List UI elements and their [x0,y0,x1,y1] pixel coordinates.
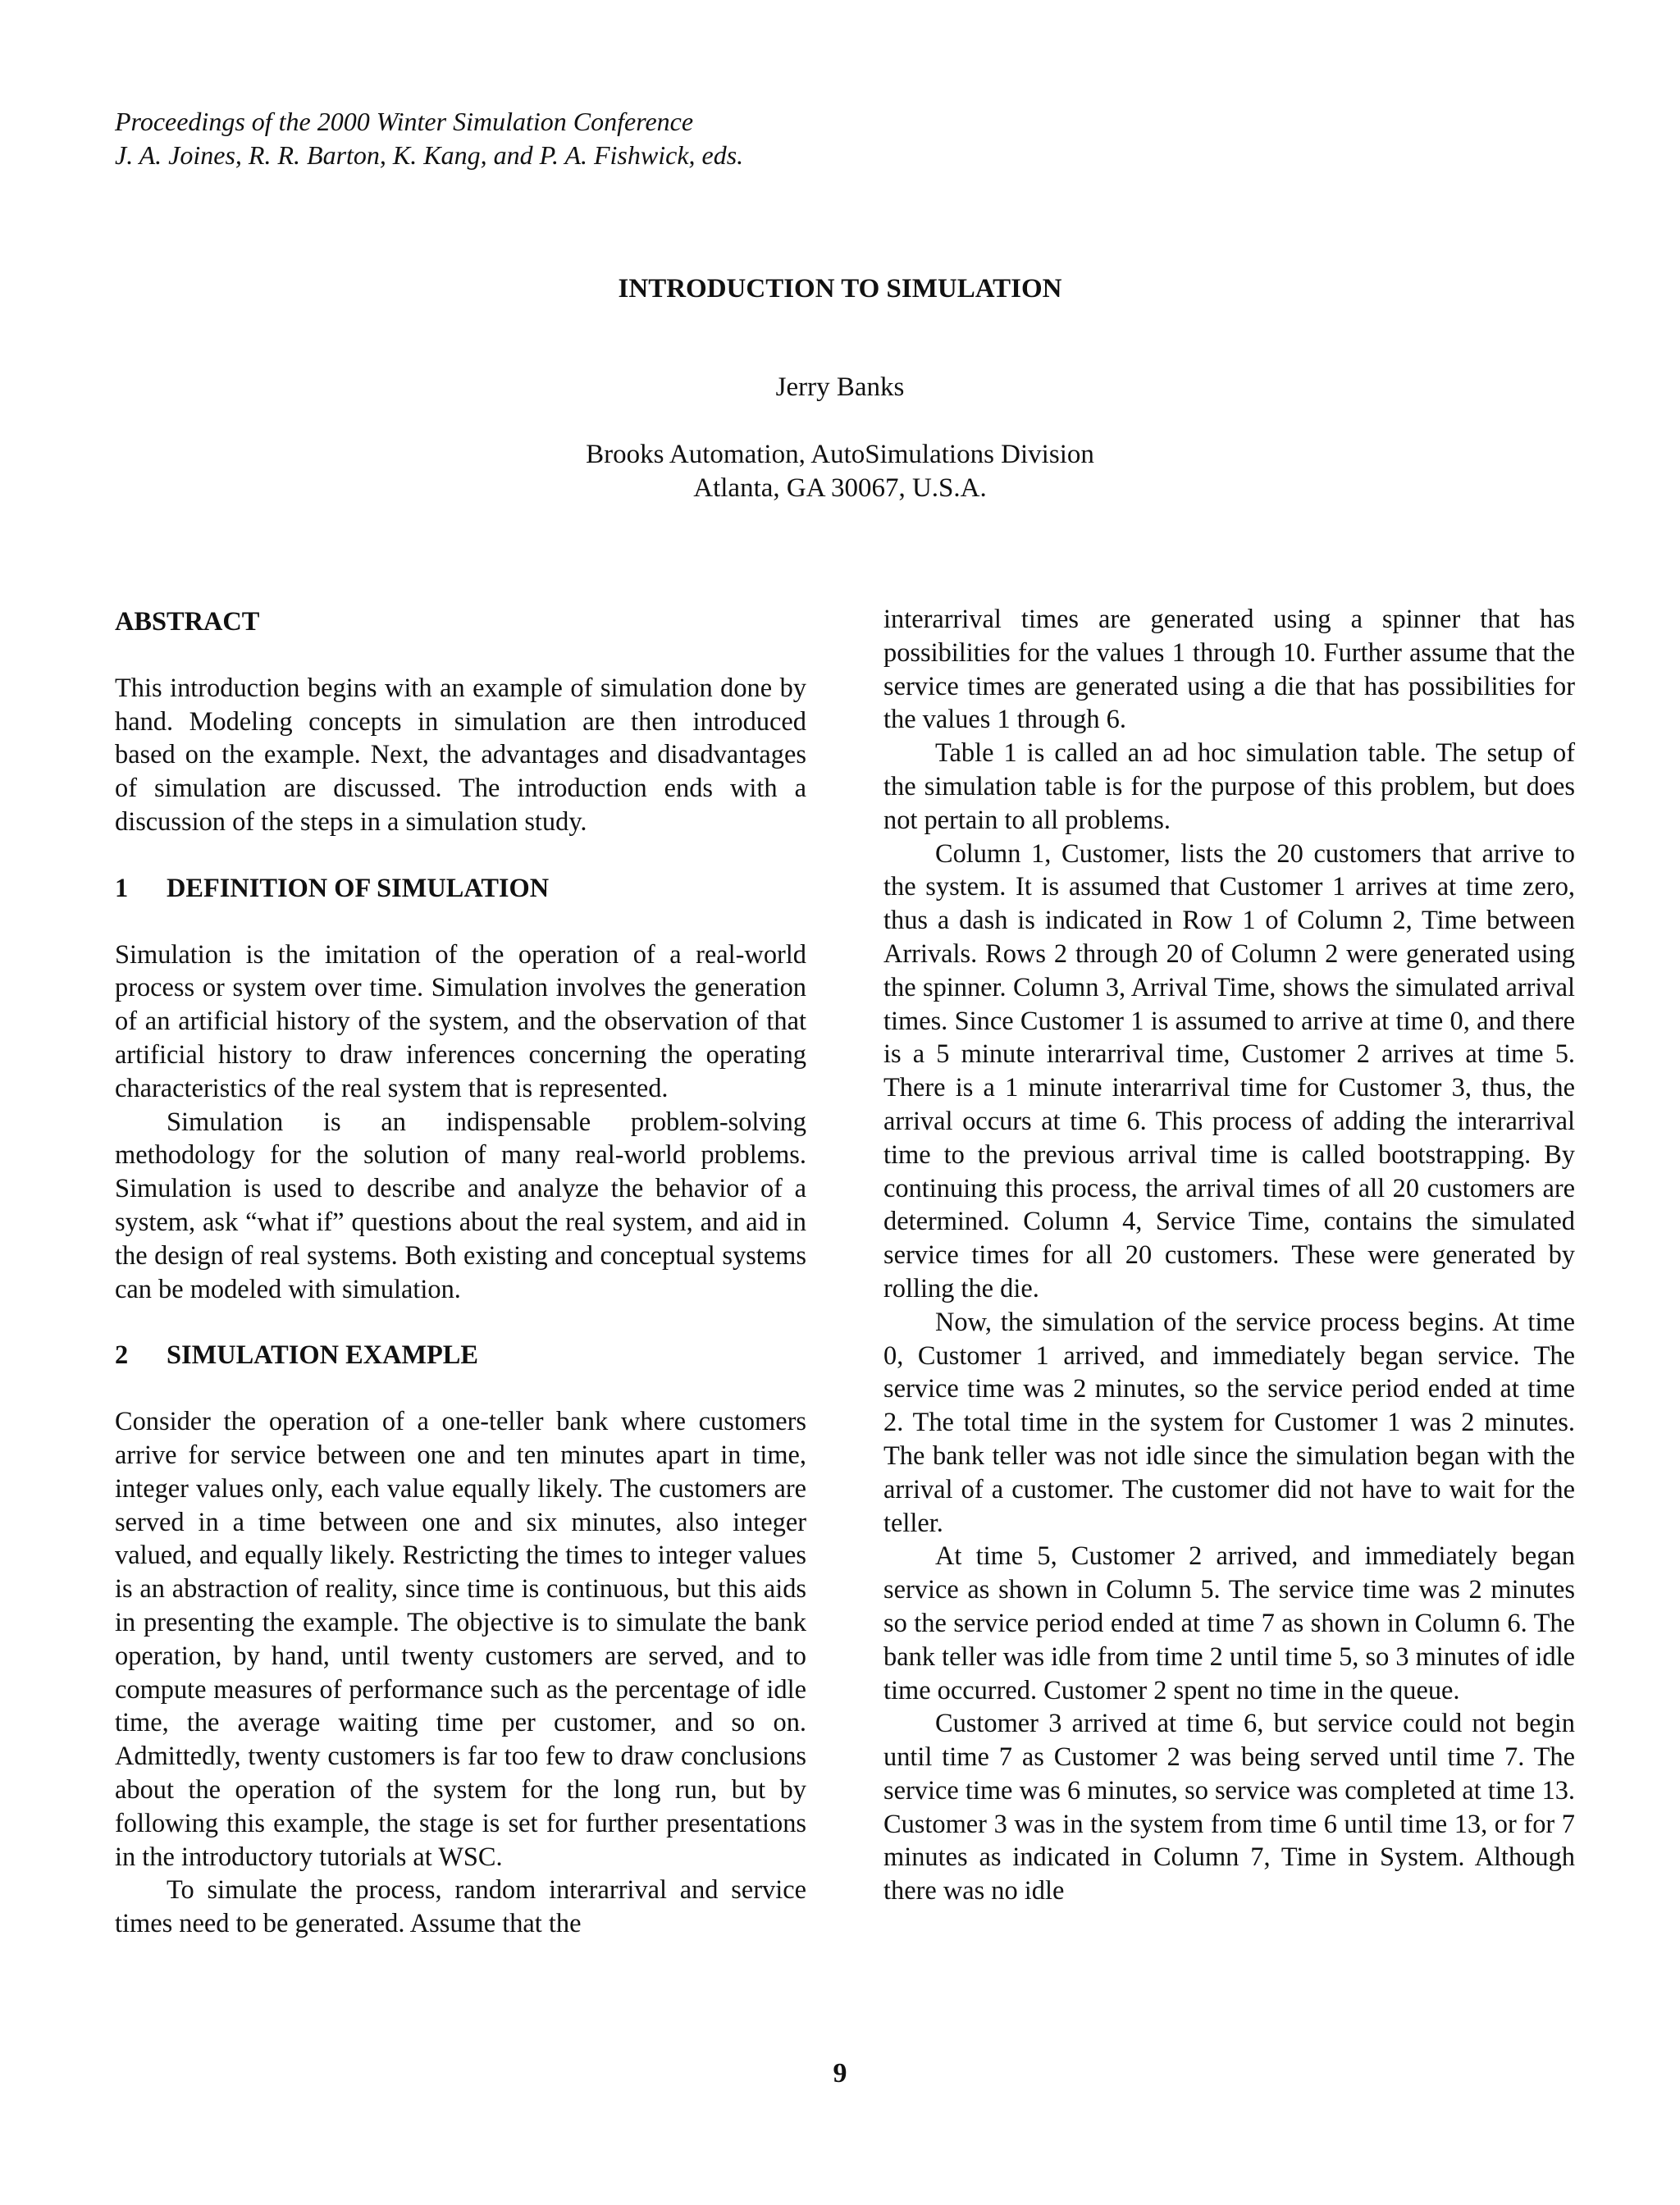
proceedings-line-1: Proceedings of the 2000 Winter Simulation Conference [115,107,694,136]
right-paragraph: interarrival times are generated using a spinner that has possibilities for the values 1 through 10. Further assume that the service times are generated using a die that has possibilities for the values 1 through 6. [883,605,1575,735]
right-paragraph: At time 5, Customer 2 arrived, and immediately began service as shown in Column 5. The service time was 2 minutes so the service period ended at time 7 as shown in Column 6. The bank teller was idle from time 2 until time 5, so 3 minutes of idle time occurred. Customer 2 spent no time in the queue. [883,1541,1575,1705]
proceedings-line-2: J. A. Joines, R. R. Barton, K. Kang, and P. A. Fishwick, eds. [115,140,744,170]
section-1-heading [115,872,806,906]
proceedings-header [115,105,743,172]
section-2-paragraph: Consider the operation of a one-teller bank where customers arrive for service between one and ten minutes apart in time, integer values only, each value equally likely. The customers are served in a time between one and six minutes, also integer valued, and equally likely. Restricting the times to integer values is an abstraction of reality, since time is continuous, but this aids in presenting the example. The objective is to simulate the bank operation, by hand, until twenty customers are served, and to compute measures of performance such as the percentage of idle time, the average waiting time per customer, and so on. Admittedly, twenty customers is far too few to draw conclusions about the operation of the system for the long run, but by following this example, the stage is set for further presentations in the introductory tutorials at WSC. [115,1407,806,1872]
section-2-paragraph: To simulate the process, random interarrival and service times need to be generated. Assume that the [115,1875,806,1939]
right-paragraph: Customer 3 arrived at time 6, but service could not begin until time 7 as Customer 2 was being served until time 7. The service time was 6 minutes, so service was completed at time 13. Customer 3 was in the system from time 6 until time 13, or for 7 minutes as indicated in Column 7, Time in System. Although there was no idle [883,1709,1575,1906]
right-paragraph: Column 1, Customer, lists the 20 customers that arrive to the system. It is assumed that Customer 1 arrives at time zero, thus a dash is indicated in Row 1 of Column 2, Time between Arrivals. Rows 2 through 20 of Column 2 were generated using the spinner. Column 3, Arrival Time, shows the simulated arrival times. Since Customer 1 is assumed to arrive at time 0, and there is a 5 minute interarrival time, Customer 2 arrives at time 5. There is a 1 minute interarrival time for Customer 3, thus, the arrival occurs at time 6. This process of adding the interarrival time to the previous arrival time is called bootstrapping. By continuing this process, the arrival times of all 20 customers are determined. Column 4, Service Time, contains the simulated service times for all 20 customers. These were generated by rolling the die. [883,838,1575,1303]
right-paragraph: Now, the simulation of the service process begins. At time 0, Customer 1 arrived, and immediately began service. The service time was 2 minutes, so the service period ended at time 2. The total time in the system for Customer 1 was 2 minutes. The bank teller was not idle since the simulation began with the arrival of a customer. The customer did not have to wait for the teller. [883,1307,1575,1538]
affiliation-line-2: Atlanta, GA 30067, U.S.A. [693,473,987,503]
section-1-title: DEFINITION OF SIMULATION [167,873,550,903]
abstract-text: This introduction begins with an example of simulation done by hand. Modeling concepts in simulation are then introduced based on the example. Next, the advantages and disadvantages of simulation are discussed. The introduction ends with a discussion of the steps in a simulation study. [115,673,806,837]
section-2-title: SIMULATION EXAMPLE [167,1340,479,1371]
section-2-heading [115,1339,806,1372]
right-column [883,603,1575,1908]
affiliation-line-1: Brooks Automation, AutoSimulations Division [586,440,1094,469]
section-1-paragraph: Simulation is an indispensable problem-solving methodology for the solution of many real-world problems. Simulation is used to describe and analyze the behavior of a system, ask “what if” questions about the real system, and aid in the design of real systems. Both existing and conceptual systems can be modeled with simulation. [115,1107,806,1304]
abstract-heading: ABSTRACT [115,607,260,637]
paper-title: INTRODUCTION TO SIMULATION [618,274,1062,304]
section-1-paragraph: Simulation is the imitation of the operation of a real-world process or system over time. Simulation involves the generation of an artificial history of the system, and the observation of that artificial history to draw inferences concerning the operating characteristics of the real system that is represented. [115,939,806,1103]
left-column [115,605,806,1941]
section-2-number: 2 [115,1340,129,1371]
page-number: 9 [833,2058,847,2089]
section-1-number: 1 [115,873,129,903]
author-affiliation [0,438,1680,505]
right-paragraph: Table 1 is called an ad hoc simulation table. The setup of the simulation table is for the purpose of this problem, but does not pertain to all problems. [883,738,1575,835]
paper-author: Jerry Banks [775,372,905,402]
